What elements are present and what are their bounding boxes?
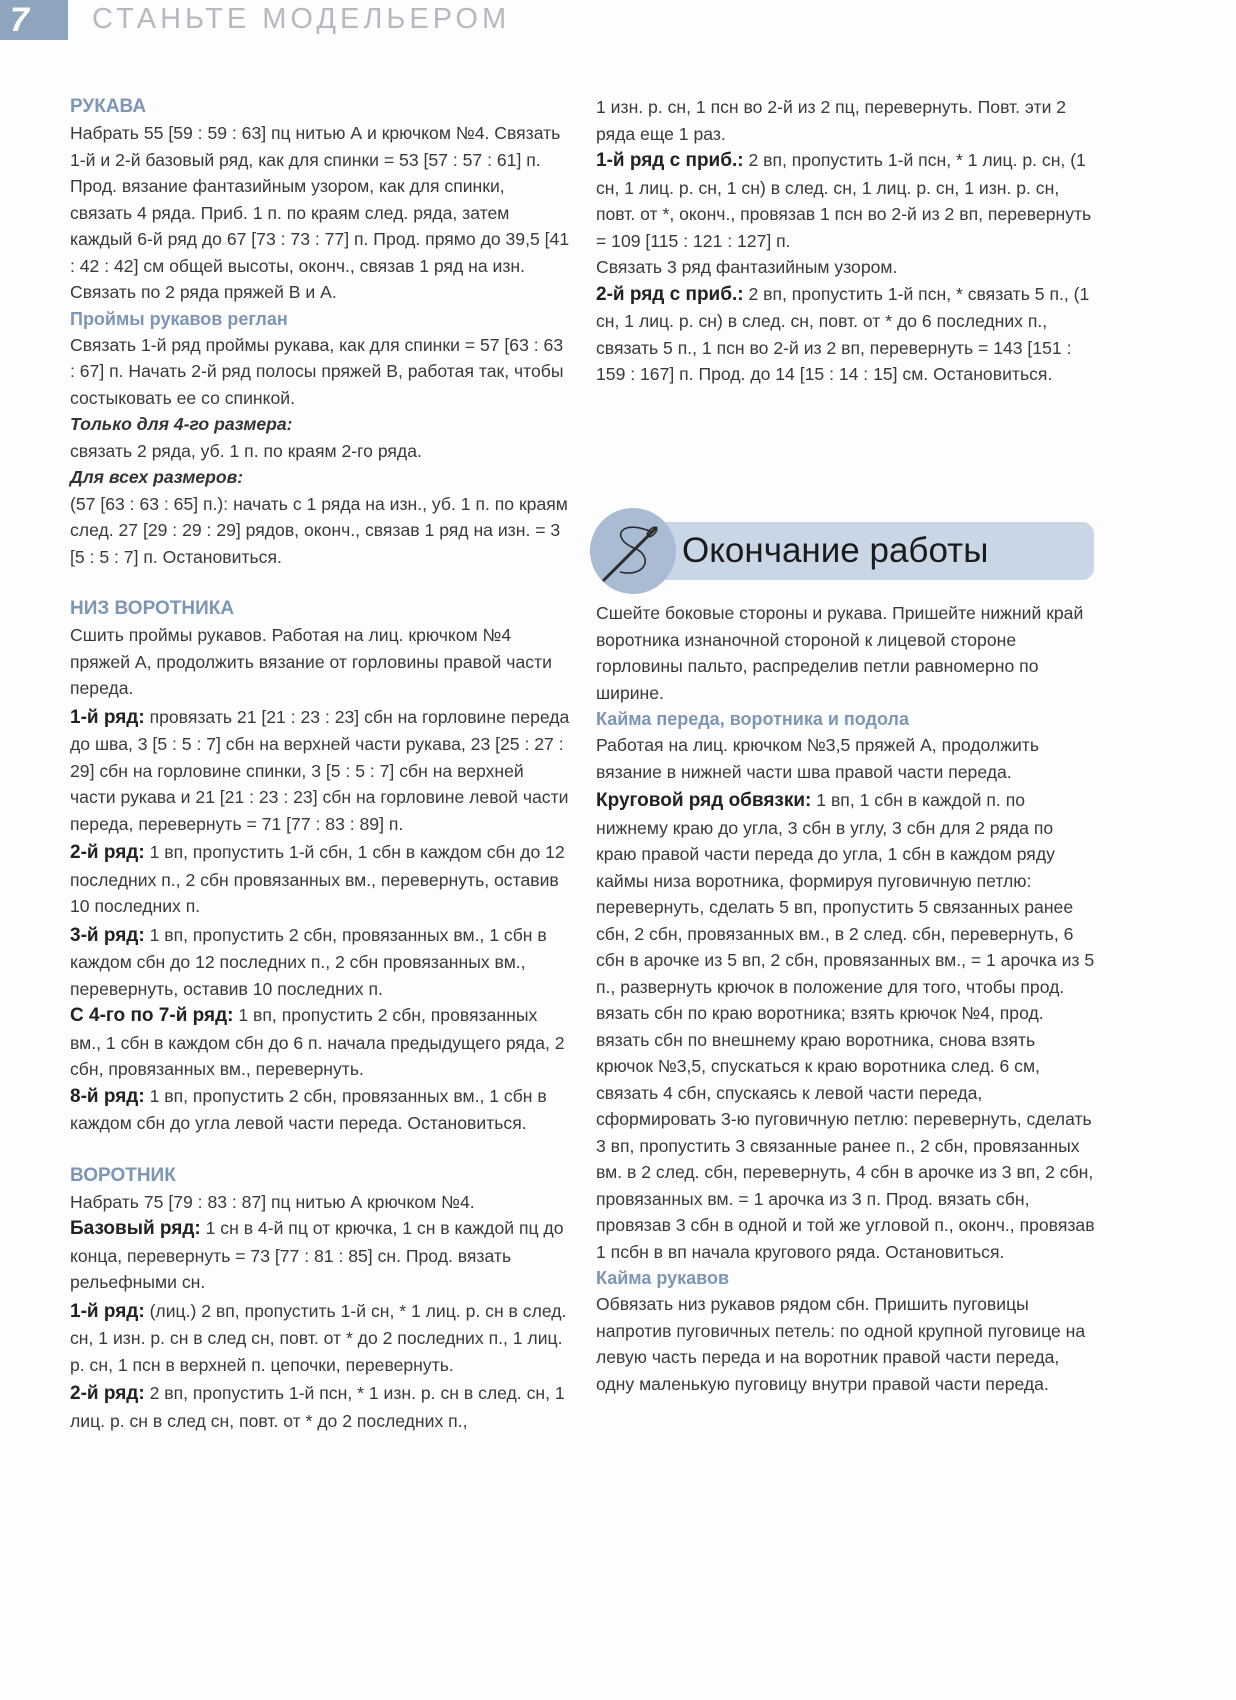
row-label: 2-й ряд с приб.: (596, 283, 744, 305)
row-text: провязать 21 [21 : 23 : 23] сбн на горловине переда до шва, 3 [5 : 5 : 7] сбн на верхней части рукава, 23 [25 : 27 : 29] сбн на горловине спинки, 3 [5 : 5 : 7] сбн на верхней части рукава и 21 [21 : 23 : 23] сбн на горловине левой части переда, перевернуть = 71 [77 : 83 : 89] п. (70, 706, 570, 834)
row-text: 1 вп, 1 сбн в каждой п. по нижнему краю до угла, 3 сбн в углу, 3 сбн для 2 ряда по краю правой части переда до угла, 1 сбн в каждом ряду каймы низа воротника, формируя пуговичную петлю: перевернуть, сделать 5 вп, пропустить 5 связанных ранее сбн, 2 сбн, провязанных вм., в 2 след. сбн, перевернуть, 6 сбн в арочке из 5 вп, 2 сбн, провязанных вм., = 1 арочка из 5 п., развернуть крючок в положение для того, чтобы прод. вязать сбн по краю воротника; взять крючок №4, прод. вязать сбн по внешнему краю воротника, снова взять крючок №3,5, спускаться к краю воротника след. 6 см, связать 4 сбн, спускаясь к левой части переда, сформировать 3-ю пуговичную петлю: перевернуть, сделать 3 вп, пропустить 3 связанные ранее п., 2 сбн, провязанных вм. в 2 след. сбн, перевернуть, 4 сбн в арочке из 3 вп, 2 сбн, провязанных вм. = 1 арочка из 3 п. Прод. вязать сбн, провязав 3 сбн в одной и той же угловой п., оконч., провязав 1 псбн в вп начала кругового ряда. Остановиться. (596, 790, 1095, 1262)
sleeves-text: Набрать 55 [59 : 59 : 63] пц нитью А и крючком №4. Связать 1-й и 2-й базовый ряд, как для спинки = 53 [57 : 57 : 61] п. Прод. вязание фантазийным узором, как для спинки, связать 4 ряда. Приб. 1 п. по краям след. ряда, затем каждый 6-й ряд до 67 [73 : 73 : 77] п. Прод. прямо до 39,5 [41 : 42 : 42] см общей высоты, оконч., связав 1 ряд на изн. Связать по 2 ряда пряжей В и А. (70, 123, 570, 302)
row-text: 1 вп, пропустить 2 сбн, провязанных вм., 1 сбн в каждом сбн до 6 п. начала предыдущего ряда, 2 сбн, провязанных вм., перевернуть. (70, 1005, 565, 1079)
collar-continued-text: 1 изн. р. сн, 1 псн во 2-й из 2 пц, перевернуть. Повт. эти 2 ряда еще 1 раз. (596, 97, 1067, 144)
row-label: 3-й ряд: (70, 924, 145, 946)
row-label: 1-й ряд: (70, 1300, 145, 1322)
border-heading: Кайма переда, воротника и подола (596, 709, 909, 729)
collar-bottom-row-4-7 (70, 1002, 570, 1083)
row-label: 8-й ряд: (70, 1085, 145, 1107)
row-label: Круговой ряд обвязки: (596, 790, 812, 811)
collar-row-1 (70, 1298, 570, 1379)
collar-bottom-row-1 (70, 704, 570, 838)
collar-base-row (70, 1215, 570, 1296)
row-label: 2-й ряд: (70, 842, 145, 863)
running-title: СТАНЬТЕ МОДЕЛЬЕРОМ (92, 3, 511, 35)
row-text: 1 вп, пропустить 1-й сбн, 1 сбн в каждом сбн до 12 последних п., 2 сбн провязанных вм., перевернуть, оставив 10 последних п. (70, 842, 565, 916)
raglan-heading: Проймы рукавов реглан (70, 308, 288, 329)
row-text: (лиц.) 2 вп, пропустить 1-й сн, * 1 лиц. р. сн в след. сн, 1 изн. р. сн в след сн, повт. от * до 2 последних п., 1 лиц. р. сн, 1 псн в верхней п. цепочки, перевернуть. (70, 1300, 567, 1375)
row-label: С 4-го по 7-й ряд: (70, 1005, 234, 1026)
collar-bottom-row-8 (70, 1083, 570, 1137)
size4-heading: Только для 4-го размера: (70, 414, 293, 434)
round-row (596, 787, 1096, 1265)
row-text: 1 вп, пропустить 2 сбн, провязанных вм., 1 сбн в каждом сбн до 12 последних п., 2 сбн провязанных вм., перевернуть, оставив 10 последних п. (70, 924, 547, 999)
page-header (0, 0, 640, 40)
collar-intro: Набрать 75 [79 : 83 : 87] пц нитью А крючком №4. (70, 1191, 475, 1212)
sleeve-border-heading: Кайма рукавов (596, 1268, 730, 1288)
all-sizes-text: (57 [63 : 63 : 65] п.): начать с 1 ряда на изн., уб. 1 п. по краям след. 27 [29 : 29 : 29] рядов, оконч., связав 1 ряд на изн. = 3 [5 : 5 : 7] п. Остановиться. (70, 493, 568, 567)
collar-heading: ВОРОТНИК (70, 1164, 176, 1186)
row-label: 2-й ряд: (70, 1383, 145, 1404)
row-label: Базовый ряд: (70, 1218, 201, 1239)
right-column-top (596, 94, 1096, 388)
border-text: Работая на лиц. крючком №3,5 пряжей А, продолжить вязание в нижней части шва правой части переда. (596, 735, 1040, 782)
fancy-pattern-text: Связать 3 ряд фантазийным узором. (596, 257, 898, 277)
increase-row-2 (596, 281, 1096, 388)
row-label: 1-й ряд с приб.: (596, 150, 744, 171)
all-sizes-heading: Для всех размеров: (70, 467, 244, 487)
row-text: 2 вп, пропустить 1-й псн, * 1 лиц. р. сн, (1 сн, 1 лиц. р. сн, 1 сн) в след. сн, 1 лиц. р. сн, 1 изн. р. сн, повт. от *, оконч., провязав 1 псн во 2-й из 2 вп, перевернуть = 109 [115 : 121 : 127] п. (596, 150, 1092, 251)
collar-row-2 (70, 1380, 570, 1434)
row-text: 1 сн в 4-й пц от крючка, 1 сн в каждой пц до конца, перевернуть = 73 [77 : 81 : 85] сн. Прод. вязать рельефными сн. (70, 1218, 564, 1292)
row-text: 1 вп, пропустить 2 сбн, провязанных вм., 1 сбн в каждом сбн до угла левой части переда. Остановиться. (70, 1085, 547, 1133)
left-column (70, 94, 570, 1434)
raglan-text: Связать 1-й ряд проймы рукава, как для спинки = 57 [63 : 63 : 67] п. Начать 2-й ряд полосы пряжей В, работая так, чтобы состыковать ее со спинкой. (70, 334, 564, 408)
finishing-title: Окончание работы (682, 531, 989, 570)
increase-row-1 (596, 147, 1096, 254)
page-number: 7 (0, 0, 68, 40)
finishing-banner (596, 522, 1094, 580)
collar-bottom-intro: Сшить проймы рукавов. Работая на лиц. крючком №4 пряжей А, продолжить вязание от горловины правой части переда. (70, 625, 552, 698)
size4-text: связать 2 ряда, уб. 1 п. по краям 2-го ряда. (70, 440, 422, 461)
sleeve-border-text: Обвязать низ рукавов рядом сбн. Пришить пуговицы напротив пуговичных петель: по одной крупной пуговице на левую часть переда и на воротник правой части переда, одну маленькую пуговицу внутри правой части переда. (596, 1294, 1086, 1394)
right-column-bottom (596, 600, 1096, 1397)
sleeves-heading: РУКАВА (70, 96, 147, 117)
needle-thread-graphic (590, 508, 676, 594)
row-text: 2 вп, пропустить 1-й псн, * 1 изн. р. сн в след. сн, 1 лиц. р. сн в след сн, повт. от * до 2 последних п., (70, 1383, 565, 1431)
collar-bottom-row-3 (70, 922, 570, 1003)
row-text: 2 вп, пропустить 1-й псн, * связать 5 п., (1 сн, 1 лиц. р. сн) в след. сн, повт. от * до 6 последних п., связать 5 п., 1 псн во 2-й из 2 вп, перевернуть = 143 [151 : 159 : 167] п. Прод. до 14 [15 : 14 : 15] см. Остановиться. (596, 283, 1090, 384)
row-label: 1-й ряд: (70, 706, 145, 728)
collar-bottom-heading: НИЗ ВОРОТНИКА (70, 598, 235, 619)
needle-thread-icon (590, 508, 676, 594)
collar-bottom-row-2 (70, 839, 570, 920)
finishing-intro: Сшейте боковые стороны и рукава. Пришейте нижний край воротника изнаночной стороной к лицевой стороне горловины пальто, распределив петли равномерно по ширине. (596, 603, 1084, 703)
